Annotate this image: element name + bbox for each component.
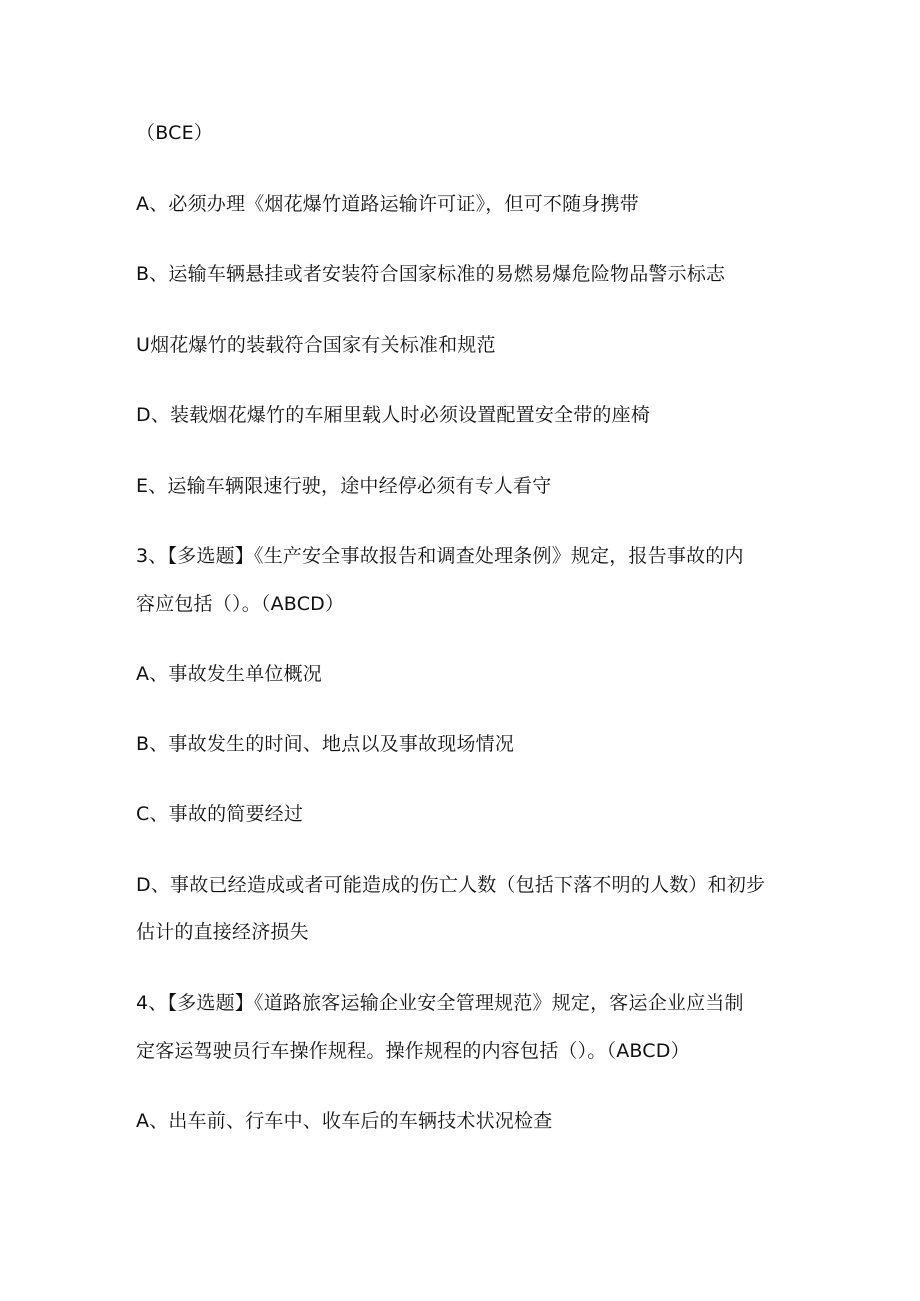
question-3-line-2: 容应包括（）。（ABCD） (136, 593, 345, 615)
option-a-q2: A、必须办理《烟花爆竹道路运输许可证》，但可不随身携带 (136, 193, 639, 215)
option-d-q2: D、装载烟花爆竹的车厢里载人时必须设置配置安全带的座椅 (136, 404, 651, 426)
option-a-q3: A、事故发生单位概况 (136, 663, 322, 685)
answer-line-q2: （BCE） (136, 122, 213, 144)
question-4-line-2: 定客运驾驶员行车操作规程。操作规程的内容包括（）。（ABCD） (136, 1040, 690, 1062)
option-b-q2: B、运输车辆悬挂或者安装符合国家标准的易燃易爆危险物品警示标志 (136, 263, 726, 285)
question-4-line-1: 4、【多选题】《道路旅客运输企业安全管理规范》规定，客运企业应当制 (136, 992, 744, 1014)
option-c-q2: U烟花爆竹的装载符合国家有关标准和规范 (136, 334, 496, 356)
question-3-line-1: 3、【多选题】《生产安全事故报告和调查处理条例》规定，报告事故的内 (136, 545, 744, 567)
option-b-q3: B、事故发生的时间、地点以及事故现场情况 (136, 733, 515, 755)
option-d-q3-line-2: 估计的直接经济损失 (136, 921, 309, 943)
option-c-q3: C、事故的简要经过 (136, 803, 304, 825)
option-e-q2: E、运输车辆限速行驶，途中经停必须有专人看守 (136, 475, 552, 497)
option-d-q3-line-1: D、事故已经造成或者可能造成的伤亡人数（包括下落不明的人数）和初步 (136, 874, 766, 896)
option-a-q4: A、出车前、行车中、收车后的车辆技术状况检查 (136, 1110, 553, 1132)
